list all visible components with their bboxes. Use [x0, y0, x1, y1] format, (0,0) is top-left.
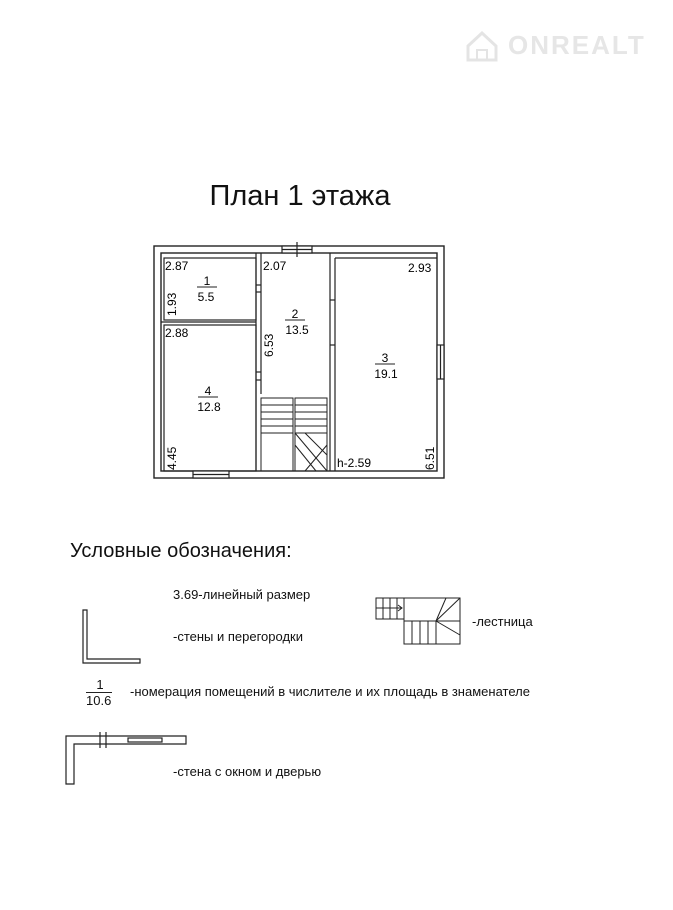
window-right	[437, 345, 444, 379]
legend-stairs-symbol	[374, 595, 464, 647]
window-bottom	[193, 471, 229, 478]
room-4-area: 12.8	[197, 400, 221, 414]
room-3-number: 3	[381, 351, 389, 365]
room-1-number: 1	[203, 274, 211, 288]
legend-numbering-text: -номерация помещений в числителе и их площадь в знаменателе	[130, 684, 530, 699]
staircase	[261, 398, 327, 471]
legend-walls-text: -стены и перегородки	[173, 629, 303, 644]
dimension-label: 4.45	[165, 446, 179, 470]
dimension-label: 2.93	[408, 261, 432, 275]
dimension-label: 6.53	[262, 333, 276, 357]
dimension-label: 1.93	[165, 292, 179, 316]
legend-title: Условные обозначения:	[70, 540, 292, 562]
legend-number-example: 1	[96, 677, 104, 692]
legend-stairs-text: -лестница	[472, 614, 533, 629]
dimension-label: 2.07	[263, 259, 287, 273]
dimension-label: 2.88	[165, 326, 189, 340]
room-2-area: 13.5	[285, 323, 309, 337]
dimension-label: 6.51	[423, 446, 437, 470]
room-1-area: 5.5	[197, 290, 215, 304]
watermark-text: ONREALT	[508, 30, 646, 60]
room-2-number: 2	[291, 307, 299, 321]
room-4-number: 4	[204, 384, 212, 398]
room-3-area: 19.1	[374, 367, 398, 381]
legend-linear-size: 3.69-линейный размер	[173, 587, 311, 602]
page-title: План 1 этажа	[209, 180, 391, 212]
dimension-label: 2.87	[165, 259, 189, 273]
legend-area-example: 10.6	[86, 693, 112, 708]
ceiling-height: h-2.59	[337, 456, 372, 470]
partition-walls	[256, 253, 437, 471]
outer-wall	[154, 246, 444, 478]
window-top	[282, 242, 312, 257]
legend-wall-symbol	[80, 608, 144, 666]
legend-wall-window-door-text: -стена с окном и дверью	[173, 764, 322, 779]
